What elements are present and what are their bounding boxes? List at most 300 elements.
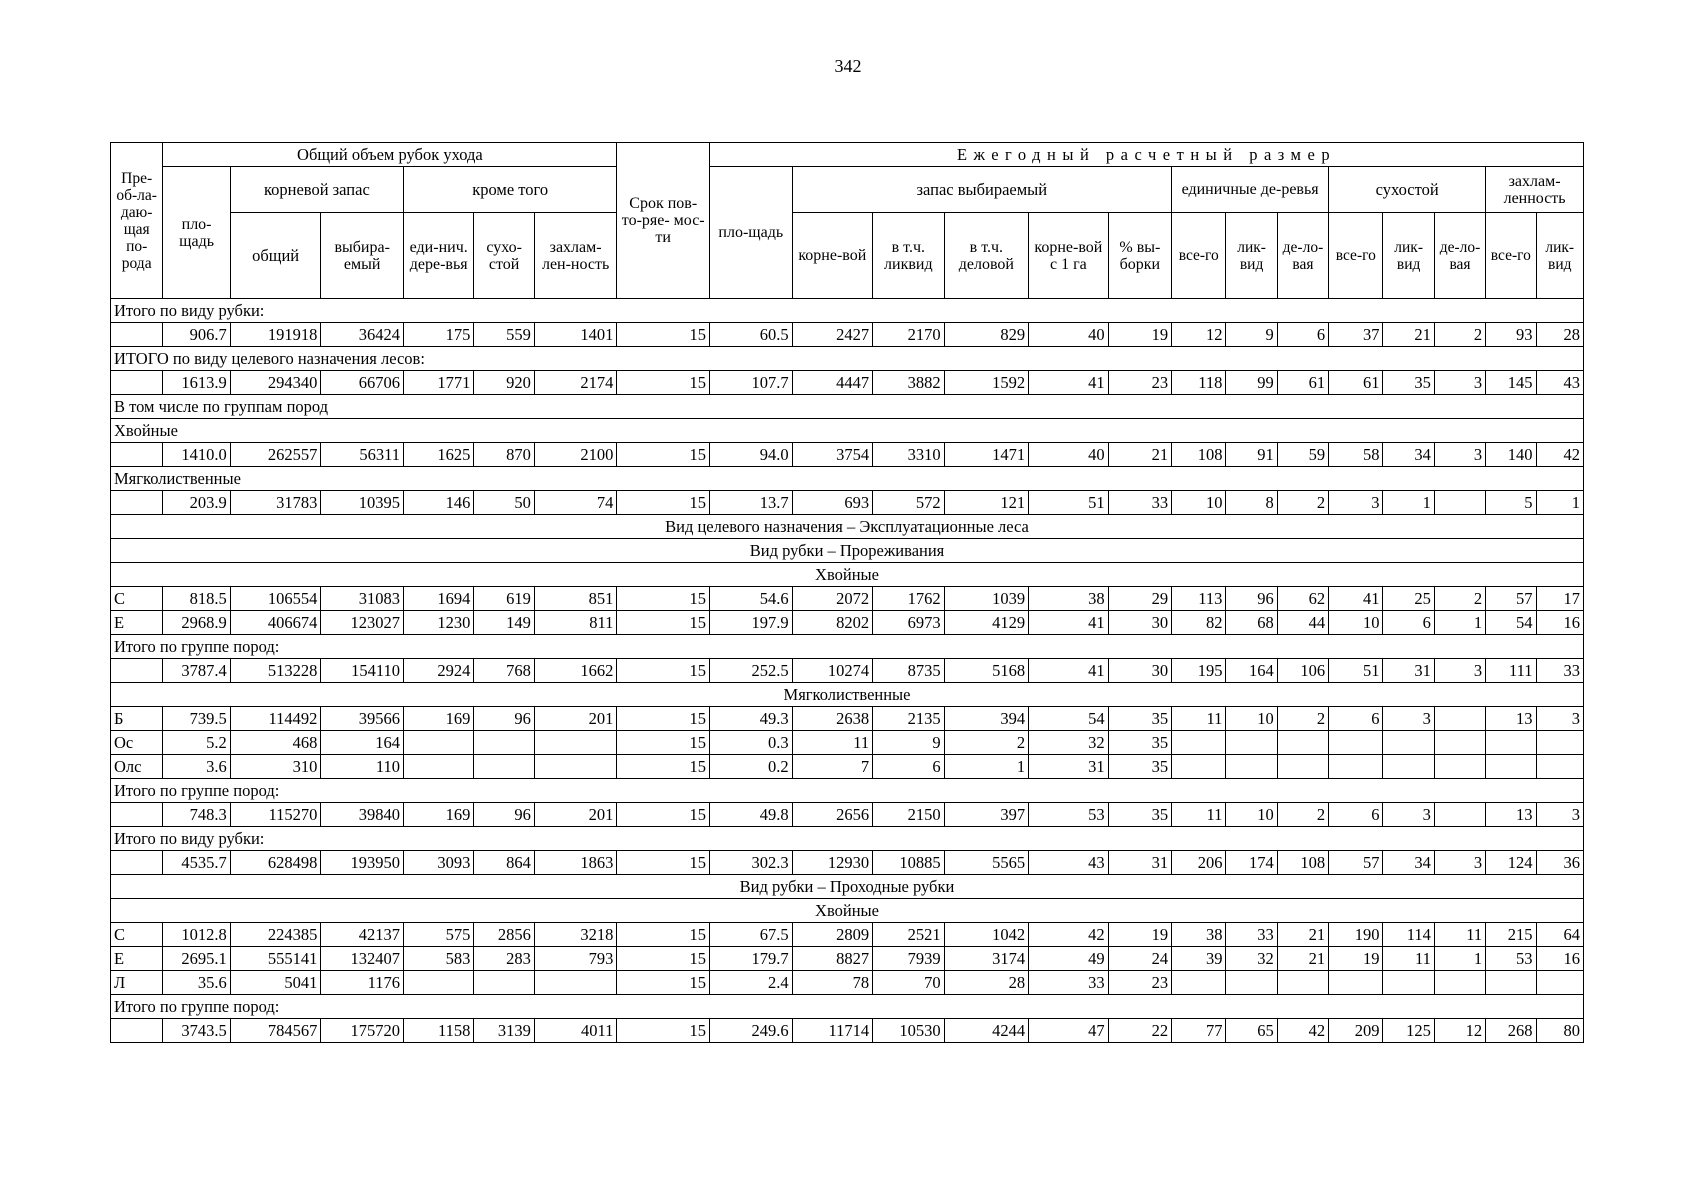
table-cell: 10885	[873, 851, 944, 875]
table-cell: 2150	[873, 803, 944, 827]
group-label: ИТОГО по виду целевого назначения лесов:	[111, 347, 1584, 371]
header-clutter-sub: захлам-лен-ность	[534, 213, 617, 299]
table-cell: 35	[1108, 707, 1171, 731]
table-cell: 54	[1486, 611, 1536, 635]
section-heading-row	[111, 875, 1584, 899]
table-row	[111, 851, 1584, 875]
table-cell: 111	[1486, 659, 1536, 683]
table-cell: 94.0	[710, 443, 793, 467]
forest-thinning-table	[110, 142, 1584, 1043]
header-dead-stand: сухостой	[1329, 167, 1486, 213]
table-cell	[1486, 755, 1536, 779]
table-row	[111, 611, 1584, 635]
table-cell: 61	[1277, 371, 1328, 395]
table-cell: 58	[1329, 443, 1383, 467]
table-cell: 33	[1226, 923, 1277, 947]
table-cell: 154110	[321, 659, 404, 683]
table-cell: 15	[617, 947, 710, 971]
table-cell: 201	[534, 803, 617, 827]
table-cell: 35.6	[163, 971, 230, 995]
table-cell: 8735	[873, 659, 944, 683]
table-cell: 35	[1108, 731, 1171, 755]
species-cell: Е	[111, 947, 163, 971]
table-cell: 125	[1383, 1019, 1434, 1043]
table-cell: 406674	[230, 611, 321, 635]
table-cell: 34	[1383, 443, 1434, 467]
table-cell	[1536, 731, 1584, 755]
table-cell: 468	[230, 731, 321, 755]
table-cell	[1434, 803, 1485, 827]
table-cell: 739.5	[163, 707, 230, 731]
table-cell: 169	[403, 803, 473, 827]
header-clutter-liquid: лик-вид	[1536, 213, 1584, 299]
table-cell: 5565	[944, 851, 1029, 875]
table-cell: 31	[1383, 659, 1434, 683]
table-cell: 2	[1434, 587, 1485, 611]
table-cell: 19	[1108, 923, 1171, 947]
header-single-all: все-го	[1172, 213, 1226, 299]
table-cell: 42	[1277, 1019, 1328, 1043]
table-cell: 28	[1536, 323, 1584, 347]
table-cell	[1486, 731, 1536, 755]
table-cell: 175720	[321, 1019, 404, 1043]
table-cell: 54	[1029, 707, 1109, 731]
table-cell: 3	[1536, 803, 1584, 827]
table-cell: 1694	[403, 587, 473, 611]
table-cell: 34	[1383, 851, 1434, 875]
table-cell	[1383, 971, 1434, 995]
table-row	[111, 971, 1584, 995]
table-cell: 10274	[792, 659, 873, 683]
table-cell: 36424	[321, 323, 404, 347]
table-cell: 53	[1029, 803, 1109, 827]
table-cell	[1277, 731, 1328, 755]
header-incl-business: в т.ч. деловой	[944, 213, 1029, 299]
table-cell: 42	[1536, 443, 1584, 467]
table-cell: 16	[1536, 611, 1584, 635]
table-cell: 35	[1383, 371, 1434, 395]
section-heading: Вид рубки – Проходные рубки	[111, 875, 1584, 899]
table-cell: 106554	[230, 587, 321, 611]
table-cell: 9	[1226, 323, 1277, 347]
table-cell: 175	[403, 323, 473, 347]
table-cell: 164	[321, 731, 404, 755]
table-cell: 906.7	[163, 323, 230, 347]
table-cell	[474, 755, 534, 779]
table-cell: 6	[1329, 707, 1383, 731]
table-cell: 123027	[321, 611, 404, 635]
species-cell	[111, 803, 163, 827]
table-cell: 40	[1029, 323, 1109, 347]
species-cell: Олс	[111, 755, 163, 779]
table-cell: 15	[617, 707, 710, 731]
table-cell: 29	[1108, 587, 1171, 611]
table-cell: 1230	[403, 611, 473, 635]
table-cell: 51	[1029, 491, 1109, 515]
table-cell: 41	[1029, 611, 1109, 635]
table-cell: 41	[1329, 587, 1383, 611]
table-cell: 33	[1536, 659, 1584, 683]
table-cell: 1	[1434, 947, 1485, 971]
table-cell: 394	[944, 707, 1029, 731]
table-cell: 42137	[321, 923, 404, 947]
table-cell: 11	[1434, 923, 1485, 947]
table-cell: 110	[321, 755, 404, 779]
table-cell: 15	[617, 803, 710, 827]
table-cell: 25	[1383, 587, 1434, 611]
table-row	[111, 1019, 1584, 1043]
table-cell: 2.4	[710, 971, 793, 995]
table-cell: 1471	[944, 443, 1029, 467]
table-cell: 0.2	[710, 755, 793, 779]
table-cell	[1536, 755, 1584, 779]
table-cell: 64	[1536, 923, 1584, 947]
header-period: Срок пов- то-ряе- мос-ти	[617, 143, 710, 299]
table-cell: 8827	[792, 947, 873, 971]
table-cell: 42	[1029, 923, 1109, 947]
table-cell: 864	[474, 851, 534, 875]
header-root-per-ha: корне-вой с 1 га	[1029, 213, 1109, 299]
header-dry: сухо-стой	[474, 213, 534, 299]
table-cell	[1486, 971, 1536, 995]
table-cell: 793	[534, 947, 617, 971]
table-row	[111, 371, 1584, 395]
table-cell: 169	[403, 707, 473, 731]
section-heading-row	[111, 563, 1584, 587]
table-cell: 555141	[230, 947, 321, 971]
table-cell: 1401	[534, 323, 617, 347]
group-label: Итого по группе пород:	[111, 779, 1584, 803]
group-label: Итого по виду рубки:	[111, 827, 1584, 851]
table-cell: 818.5	[163, 587, 230, 611]
table-cell: 132407	[321, 947, 404, 971]
table-cell: 3754	[792, 443, 873, 467]
table-cell	[403, 731, 473, 755]
table-cell: 96	[474, 707, 534, 731]
table-cell: 249.6	[710, 1019, 793, 1043]
table-cell: 114492	[230, 707, 321, 731]
table-cell: 43	[1029, 851, 1109, 875]
header-single: еди-нич. дере-вья	[403, 213, 473, 299]
table-cell: 870	[474, 443, 534, 467]
table-cell: 57	[1486, 587, 1536, 611]
table-cell: 15	[617, 611, 710, 635]
table-cell	[1226, 971, 1277, 995]
table-cell: 57	[1329, 851, 1383, 875]
section-heading: Мягколиственные	[111, 683, 1584, 707]
table-cell: 31083	[321, 587, 404, 611]
table-cell: 15	[617, 587, 710, 611]
table-cell	[1329, 731, 1383, 755]
table-cell: 6	[1277, 323, 1328, 347]
table-cell	[1434, 971, 1485, 995]
table-cell: 583	[403, 947, 473, 971]
header-single-liquid: лик-вид	[1226, 213, 1277, 299]
table-cell: 1592	[944, 371, 1029, 395]
table-cell: 693	[792, 491, 873, 515]
table-row	[111, 443, 1584, 467]
table-cell: 22	[1108, 1019, 1171, 1043]
table-cell: 2072	[792, 587, 873, 611]
table-cell: 206	[1172, 851, 1226, 875]
table-cell: 811	[534, 611, 617, 635]
table-cell: 38	[1172, 923, 1226, 947]
table-cell: 179.7	[710, 947, 793, 971]
header-pct-selection: % вы-борки	[1108, 213, 1171, 299]
table-cell: 62	[1277, 587, 1328, 611]
table-cell: 13	[1486, 707, 1536, 731]
header-single-trees: единичные де-ревья	[1172, 167, 1329, 213]
table-cell: 12	[1434, 1019, 1485, 1043]
section-heading-row	[111, 515, 1584, 539]
table-cell: 10530	[873, 1019, 944, 1043]
table-cell: 575	[403, 923, 473, 947]
table-cell: 13.7	[710, 491, 793, 515]
table-cell: 784567	[230, 1019, 321, 1043]
species-cell: С	[111, 587, 163, 611]
table-cell: 60.5	[710, 323, 793, 347]
group-label-row	[111, 347, 1584, 371]
table-cell: 96	[474, 803, 534, 827]
table-cell: 5	[1486, 491, 1536, 515]
table-cell: 2100	[534, 443, 617, 467]
table-cell	[1172, 731, 1226, 755]
table-row	[111, 803, 1584, 827]
table-row	[111, 707, 1584, 731]
table-cell: 78	[792, 971, 873, 995]
table-cell: 149	[474, 611, 534, 635]
table-cell: 191918	[230, 323, 321, 347]
group-label-row	[111, 995, 1584, 1019]
table-cell: 224385	[230, 923, 321, 947]
table-cell: 2427	[792, 323, 873, 347]
table-cell: 59	[1277, 443, 1328, 467]
table-cell: 5041	[230, 971, 321, 995]
table-cell: 2695.1	[163, 947, 230, 971]
table-cell: 11	[1172, 707, 1226, 731]
species-cell	[111, 323, 163, 347]
table-cell: 74	[534, 491, 617, 515]
table-cell: 30	[1108, 611, 1171, 635]
table-cell: 215	[1486, 923, 1536, 947]
table-cell: 1	[1434, 611, 1485, 635]
table-cell: 15	[617, 491, 710, 515]
table-cell: 2	[1277, 491, 1328, 515]
table-cell: 146	[403, 491, 473, 515]
table-cell	[1434, 491, 1485, 515]
section-heading: Хвойные	[111, 899, 1584, 923]
table-cell: 3787.4	[163, 659, 230, 683]
table-cell: 108	[1172, 443, 1226, 467]
table-cell: 619	[474, 587, 534, 611]
table-cell: 920	[474, 371, 534, 395]
group-label-row	[111, 467, 1584, 491]
table-cell: 3	[1383, 803, 1434, 827]
table-cell: 3	[1383, 707, 1434, 731]
table-cell: 118	[1172, 371, 1226, 395]
table-cell: 197.9	[710, 611, 793, 635]
section-heading: Вид целевого назначения – Эксплуатационные леса	[111, 515, 1584, 539]
species-cell	[111, 371, 163, 395]
table-cell: 10	[1329, 611, 1383, 635]
table-cell	[1434, 755, 1485, 779]
table-cell: 2521	[873, 923, 944, 947]
table-cell: 10	[1172, 491, 1226, 515]
table-cell: 38	[1029, 587, 1109, 611]
table-cell: 190	[1329, 923, 1383, 947]
table-cell: 2968.9	[163, 611, 230, 635]
table-cell: 397	[944, 803, 1029, 827]
table-cell	[534, 731, 617, 755]
table-row	[111, 755, 1584, 779]
table-cell: 851	[534, 587, 617, 611]
table-cell: 513228	[230, 659, 321, 683]
table-cell: 2	[944, 731, 1029, 755]
table-cell: 6	[1383, 611, 1434, 635]
group-label-row	[111, 299, 1584, 323]
table-cell: 41	[1029, 371, 1109, 395]
table-cell: 47	[1029, 1019, 1109, 1043]
table-cell: 3218	[534, 923, 617, 947]
table-cell: 2638	[792, 707, 873, 731]
table-cell: 3	[1434, 443, 1485, 467]
table-cell: 1	[1383, 491, 1434, 515]
table-cell: 3743.5	[163, 1019, 230, 1043]
table-cell: 68	[1226, 611, 1277, 635]
species-cell: Л	[111, 971, 163, 995]
table-cell: 1613.9	[163, 371, 230, 395]
group-label-row	[111, 635, 1584, 659]
table-cell: 33	[1029, 971, 1109, 995]
table-cell: 43	[1536, 371, 1584, 395]
table-cell: 31783	[230, 491, 321, 515]
table-cell: 10	[1226, 803, 1277, 827]
table-cell: 2135	[873, 707, 944, 731]
table-cell: 21	[1108, 443, 1171, 467]
header-root-stock: корневой запас	[230, 167, 403, 213]
group-label: Итого по виду рубки:	[111, 299, 1584, 323]
table-cell: 748.3	[163, 803, 230, 827]
table-cell: 99	[1226, 371, 1277, 395]
table-cell: 3	[1329, 491, 1383, 515]
table-cell: 36	[1536, 851, 1584, 875]
table-cell: 107.7	[710, 371, 793, 395]
table-cell	[1172, 755, 1226, 779]
table-cell	[1434, 731, 1485, 755]
species-cell: С	[111, 923, 163, 947]
table-cell: 6	[873, 755, 944, 779]
table-cell: 140	[1486, 443, 1536, 467]
table-cell: 11	[1172, 803, 1226, 827]
header-area: пло-щадь	[163, 167, 230, 299]
table-cell: 2856	[474, 923, 534, 947]
table-cell: 114	[1383, 923, 1434, 947]
table-row	[111, 323, 1584, 347]
table-cell: 8	[1226, 491, 1277, 515]
table-cell: 3310	[873, 443, 944, 467]
table-cell	[1277, 755, 1328, 779]
table-cell: 2174	[534, 371, 617, 395]
table-cell	[474, 971, 534, 995]
table-cell: 8202	[792, 611, 873, 635]
table-cell	[1329, 971, 1383, 995]
table-body	[111, 299, 1584, 1043]
table-cell: 4129	[944, 611, 1029, 635]
table-cell: 70	[873, 971, 944, 995]
table-cell: 4011	[534, 1019, 617, 1043]
header-area-annual: пло-щадь	[710, 167, 793, 299]
table-cell: 31	[1108, 851, 1171, 875]
table-cell: 294340	[230, 371, 321, 395]
section-heading-row	[111, 539, 1584, 563]
table-cell: 23	[1108, 371, 1171, 395]
table-cell: 32	[1226, 947, 1277, 971]
table-cell: 201	[534, 707, 617, 731]
table-cell: 6	[1329, 803, 1383, 827]
table-cell: 61	[1329, 371, 1383, 395]
table-cell: 1158	[403, 1019, 473, 1043]
header-dead-all: все-го	[1329, 213, 1383, 299]
table-cell: 19	[1329, 947, 1383, 971]
table-cell: 15	[617, 971, 710, 995]
table-cell	[403, 971, 473, 995]
table-cell: 3174	[944, 947, 1029, 971]
table-cell: 10	[1226, 707, 1277, 731]
table-cell: 19	[1108, 323, 1171, 347]
table-cell: 50	[474, 491, 534, 515]
table-cell: 1762	[873, 587, 944, 611]
table-cell: 193950	[321, 851, 404, 875]
header-stock-selected: запас выбираемый	[792, 167, 1172, 213]
table-cell: 40	[1029, 443, 1109, 467]
table-cell: 44	[1277, 611, 1328, 635]
table-cell: 124	[1486, 851, 1536, 875]
header-total-stock: общий	[230, 213, 321, 299]
table-cell: 35	[1108, 803, 1171, 827]
table-cell: 15	[617, 755, 710, 779]
table-cell: 77	[1172, 1019, 1226, 1043]
table-cell: 93	[1486, 323, 1536, 347]
table-cell: 15	[617, 659, 710, 683]
table-cell: 28	[944, 971, 1029, 995]
table-cell: 1012.8	[163, 923, 230, 947]
group-label: Хвойные	[111, 419, 1584, 443]
table-cell: 11	[792, 731, 873, 755]
page-number: 342	[834, 56, 862, 76]
table-cell: 41	[1029, 659, 1109, 683]
section-heading: Вид рубки – Прореживания	[111, 539, 1584, 563]
table-cell: 12930	[792, 851, 873, 875]
table-cell: 91	[1226, 443, 1277, 467]
table-row	[111, 923, 1584, 947]
table-cell: 49	[1029, 947, 1109, 971]
table-cell: 21	[1383, 323, 1434, 347]
table-cell: 2	[1277, 707, 1328, 731]
table-cell: 39	[1172, 947, 1226, 971]
table-cell: 145	[1486, 371, 1536, 395]
table-cell: 3882	[873, 371, 944, 395]
group-label: В том числе по группам пород	[111, 395, 1584, 419]
header-dead-liquid: лик-вид	[1383, 213, 1434, 299]
table-cell: 1042	[944, 923, 1029, 947]
table-cell: 572	[873, 491, 944, 515]
table-cell: 51	[1329, 659, 1383, 683]
table-cell: 49.8	[710, 803, 793, 827]
table-cell: 9	[873, 731, 944, 755]
table-cell: 11	[1383, 947, 1434, 971]
table-cell: 31	[1029, 755, 1109, 779]
header-incl-liquid: в т.ч. ликвид	[873, 213, 944, 299]
